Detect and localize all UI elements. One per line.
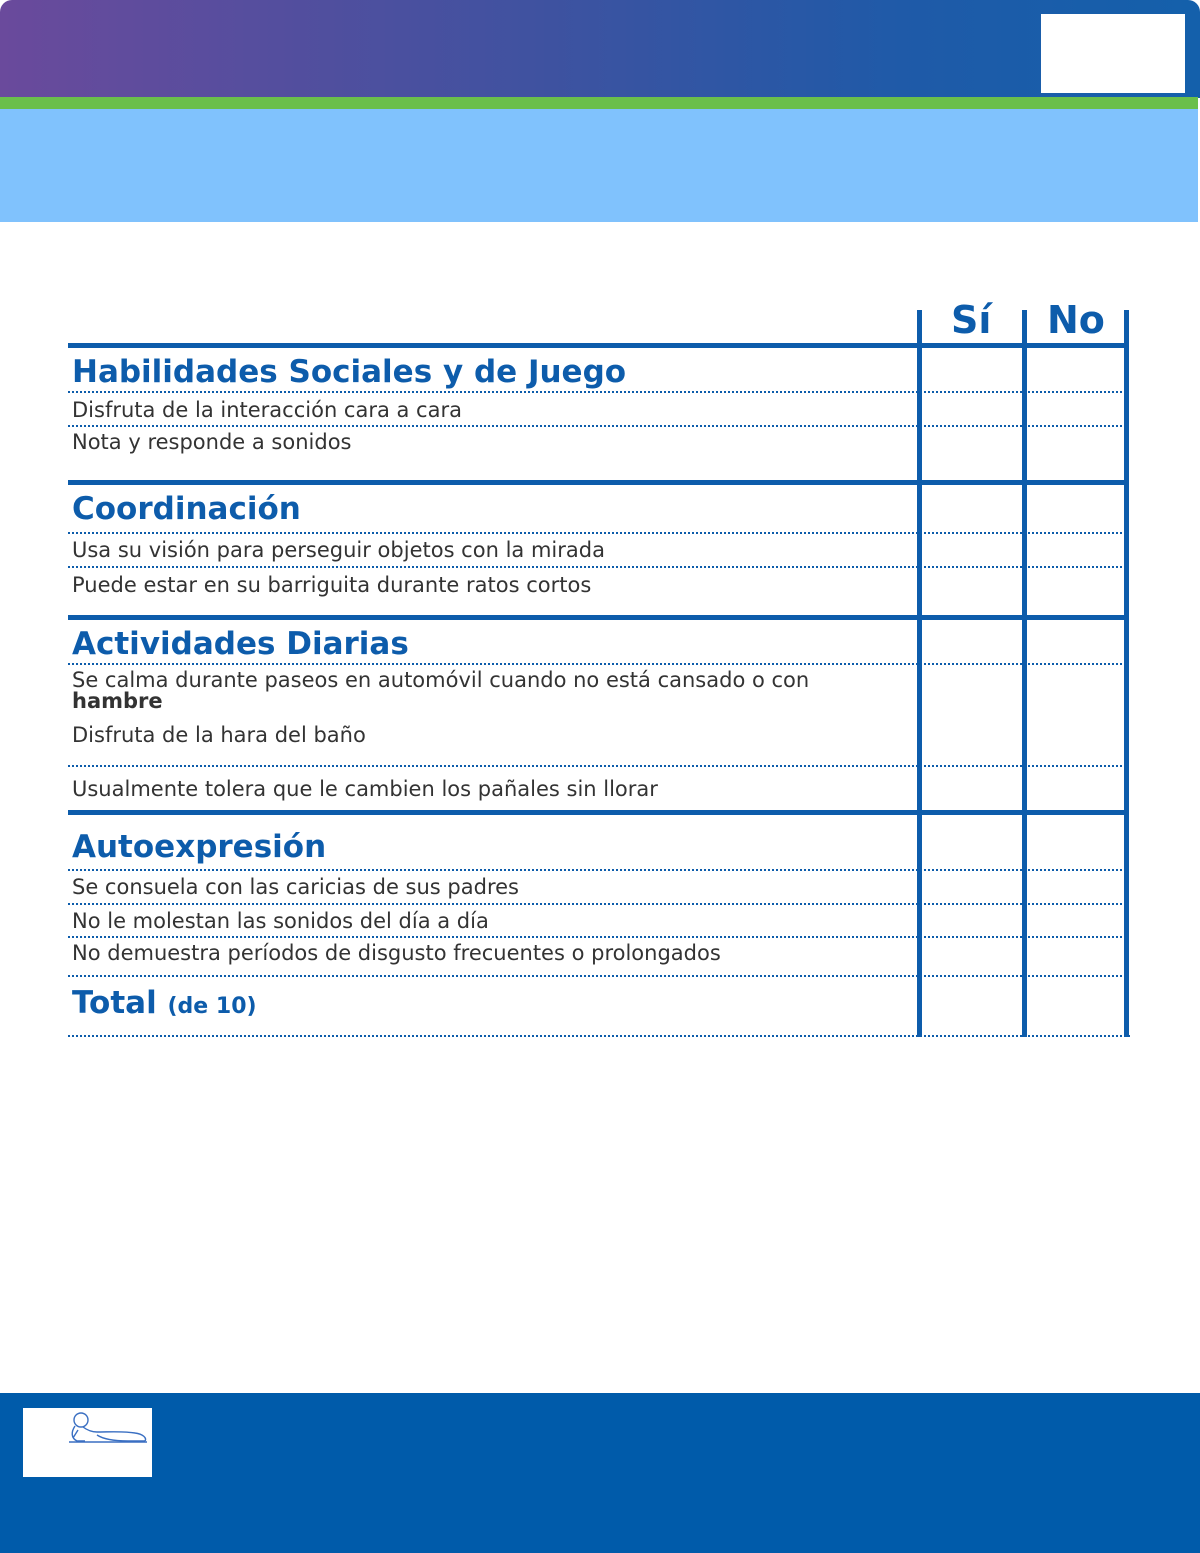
- total-label: Total: [72, 985, 157, 1021]
- baby-crawling-icon: [23, 1408, 152, 1477]
- footer-band: [0, 1393, 1200, 1553]
- list-item: Nota y responde a sonidos: [72, 430, 352, 454]
- row-divider: [68, 532, 1126, 534]
- section-rule: [68, 615, 1128, 620]
- section-rule: [68, 810, 1128, 815]
- list-item-continuation: hambre: [72, 689, 163, 713]
- section-title-expression: Autoexpresión: [72, 829, 327, 865]
- column-header-no: No: [1047, 298, 1105, 342]
- sub-banner: [0, 109, 1198, 222]
- section-title-social: Habilidades Sociales y de Juego: [72, 354, 627, 390]
- row-divider: [68, 1035, 1130, 1037]
- list-item: Puede estar en su barriguita durante ratos cortos: [72, 573, 592, 597]
- section-title-coordination: Coordinación: [72, 491, 301, 527]
- row-divider: [68, 663, 1126, 665]
- row-divider: [68, 566, 1126, 568]
- column-header-yes: Sí: [951, 298, 992, 342]
- row-divider: [68, 425, 1126, 427]
- list-item: No demuestra períodos de disgusto frecuentes o prolongados: [72, 941, 721, 965]
- list-item: No le molestan las sonidos del día a día: [72, 909, 489, 933]
- list-item: Disfruta de la interacción cara a cara: [72, 398, 462, 422]
- list-item: Se calma durante paseos en automóvil cuando no está cansado o con: [72, 668, 810, 692]
- column-line-middle: [1022, 310, 1027, 1037]
- list-item: Se consuela con las caricias de sus padres: [72, 875, 519, 899]
- header-stripe: [0, 97, 1198, 109]
- row-divider: [68, 903, 1126, 905]
- row-divider: [68, 869, 1126, 871]
- footer-logo: [23, 1408, 152, 1477]
- header-logo-box: [1041, 14, 1185, 93]
- section-title-daily: Actividades Diarias: [72, 626, 409, 662]
- section-rule: [68, 343, 1128, 348]
- section-rule: [68, 480, 1128, 485]
- total-row: [72, 985, 257, 1021]
- list-item: Usualmente tolera que le cambien los pañales sin llorar: [72, 777, 658, 801]
- list-item: Disfruta de la hara del baño: [72, 723, 366, 747]
- row-divider: [68, 765, 1126, 767]
- column-line-left: [917, 310, 922, 1037]
- list-item: Usa su visión para perseguir objetos con la mirada: [72, 538, 605, 562]
- row-divider: [68, 936, 1126, 938]
- row-divider: [68, 391, 1126, 393]
- total-subtitle: (de 10): [167, 994, 257, 1019]
- row-divider: [68, 975, 1126, 977]
- column-line-right: [1124, 310, 1129, 1037]
- top-banner: [0, 0, 1200, 98]
